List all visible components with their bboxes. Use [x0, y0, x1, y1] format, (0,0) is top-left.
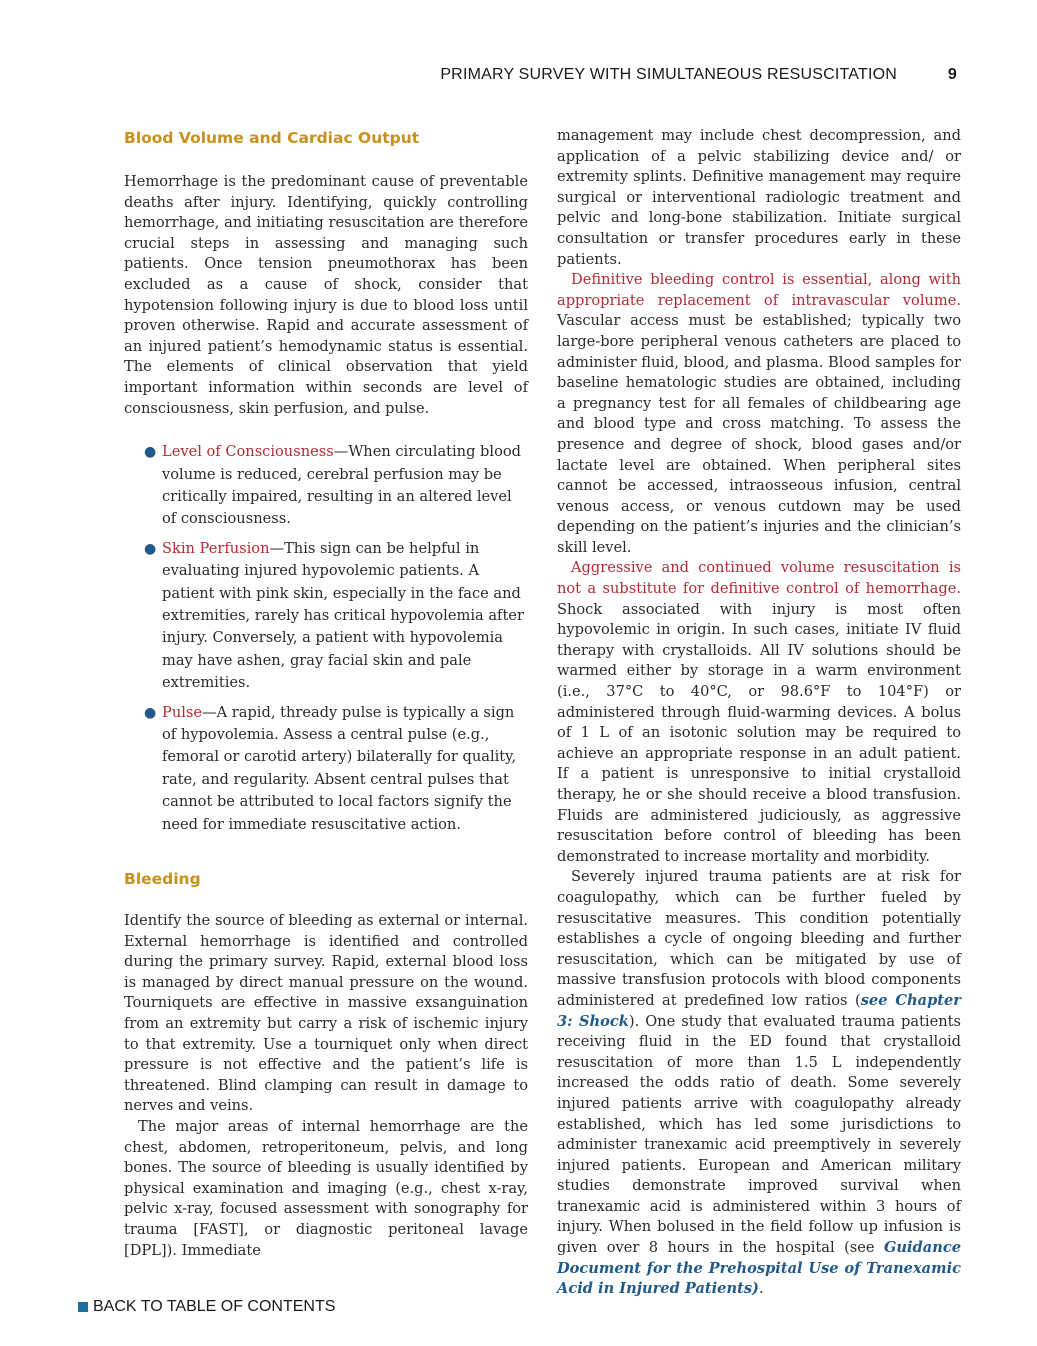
page-number: 9 [947, 66, 957, 83]
running-title: PRIMARY SURVEY WITH SIMULTANEOUS RESUSCITATION [440, 66, 897, 83]
bullet-skin-perfusion [144, 538, 528, 695]
bullet-text: —A rapid, thready pulse is typically a sign of hypovolemia. Assess a central pulse (e.g., femoral or carotid artery) bilaterally for quality, rate, and regularity. Absent central pulses that cannot be attributed to local factors signify the need for immediate resuscitative action. [162, 703, 517, 833]
paragraph-volume-resuscitation [557, 558, 961, 867]
paragraph-hemorrhage: Hemorrhage is the predominant cause of preventable deaths after injury. Identifying, quickly controlling hemorrhage, and initiating resuscitation are therefore crucial steps in assessing and managing such patients. Once tension pneumothorax has been excluded as a cause of shock, consider that hypotension following injury is due to blood loss until proven otherwise. Rapid and accurate assessment of an injured patient’s hemodynamic status is essential. The elements of clinical observation that yield important information within seconds are level of consciousness, skin perfusion, and pulse. [124, 173, 528, 417]
square-icon [78, 1302, 88, 1312]
bullet-term: Level of Consciousness [162, 443, 334, 461]
body-text: Shock associated with injury is most often hypovolemic in origin. In such cases, initiate IV fluid therapy with crystalloids. All IV solutions should be warmed either by storage in a warm environment (i.e., 37°C to 40°C, or 98.6°F to 104°F) or administered through fluid-warming devices. A bolus of 1 L of an isotonic solution may be required to achieve an appropriate response in an adult patient. If a patient is unresponsive to initial crystalloid therapy, he or she should receive a blood transfusion. Fluids are administered judiciously, as aggressive resuscitation before control of bleeding has been demonstrated to increase mortality and morbidity. [557, 600, 961, 865]
paragraph-coagulopathy [557, 867, 961, 1299]
guidance-document-link[interactable]: Guidance Document for the Prehospital Use of Tranexamic Acid in Injured Patients) [557, 1239, 961, 1298]
body-text: Vascular access must be established; typically two large-bore peripheral venous catheters are placed to administer fluid, blood, and plasma. Blood samples for baseline hematologic studies are obtained, including a pregnancy test for all females of childbearing age and blood type and cross matching. To assess the presence and degree of shock, blood gases and/or lactate level are obtained. When peripheral sites cannot be accessed, intraosseous infusion, central venous access, or venous cutdown may be used depending on the patient’s injuries and the clinician’s skill level. [557, 312, 961, 556]
chapter-shock-link[interactable]: see Chapter 3: Shock [557, 991, 961, 1030]
bullet-list [124, 441, 528, 836]
paragraph-bleeding-control [557, 270, 961, 558]
left-column [124, 126, 528, 1261]
bullet-dot-icon: ● [144, 540, 157, 557]
paragraph-internal-bleeding: The major areas of internal hemorrhage are the chest, abdomen, retroperitoneum, pelvis, and long bones. The source of bleeding is usually identified by physical examination and imaging (e.g., chest x-ray, pelvic x-ray, focused assessment with sonography for trauma [FAST], or diagnostic peritoneal lavage [DPL]). Immediate [124, 1117, 528, 1259]
bullet-text: —This sign can be helpful in evaluating injured hypovolemic patients. A patient with pink skin, especially in the face and extremities, rarely has critical hypovolemia after injury. Conversely, a patient with hypovolemia may have ashen, gray facial skin and pale extremities. [162, 539, 524, 692]
bullet-dot-icon: ● [144, 444, 157, 461]
body-text: Severely injured trauma patients are at risk for coagulopathy, which can be further fueled by resuscitative measures. This condition potentially establishes a cycle of ongoing bleeding and further resuscitation, which can be mitigated by use of massive transfusion protocols with blood components administered at predefined low ratios ( [557, 868, 961, 1009]
right-column [557, 126, 961, 1300]
highlight-text: Aggressive and continued volume resuscitation is not a substitute for definitive control of hemorrhage. [557, 559, 961, 598]
bullet-text: —When circulating blood volume is reduced, cerebral perfusion may be critically impaired, resulting in an altered level of consciousness. [162, 443, 521, 528]
body-text: ). One study that evaluated trauma patients receiving fluid in the ED found that crystalloid resuscitation of more than 1.5 L independently increased the odds ratio of death. Some severely injured patients arrive with coagulopathy already established, which has led some jurisdictions to administer tranexamic acid preemptively in severely injured patients. European and American military studies demonstrate improved survival when tranexamic acid is administered within 3 hours of injury. When bolused in the field follow up infusion is given over 8 hours in the hospital (see [557, 1012, 961, 1257]
running-head [120, 66, 965, 86]
paragraph-external-bleeding: Identify the source of bleeding as external or internal. External hemorrhage is identified and controlled during the primary survey. Rapid, external blood loss is managed by direct manual pressure on the wound. Tourniquets are effective in massive exsanguination from an extremity but carry a risk of ischemic injury to that extremity. Use a tourniquet only when direct pressure is not effective and the patient’s life is threatened. Blind clamping can result in damage to nerves and veins. [124, 912, 528, 1115]
heading-bleeding: Bleeding [124, 870, 201, 889]
bullet-dot-icon: ● [144, 704, 157, 721]
back-to-toc-link[interactable] [78, 1298, 335, 1316]
bullet-term: Pulse [162, 703, 203, 721]
bullet-pulse [144, 702, 528, 836]
paragraph-management: management may include chest decompression, and application of a pelvic stabilizing device and/ or extremity splints. Definitive management may require surgical or interventional radiologic treatment and pelvic and long-bone stabilization. Initiate surgical consultation or transfer procedures early in these patients. [557, 127, 961, 268]
heading-blood-volume: Blood Volume and Cardiac Output [124, 129, 420, 147]
body-text: . [758, 1280, 764, 1298]
bullet-term: Skin Perfusion [162, 539, 270, 557]
back-to-toc-label: BACK TO TABLE OF CONTENTS [93, 1298, 336, 1315]
bullet-level-of-consciousness [144, 441, 528, 531]
highlight-text: Definitive bleeding control is essential, along with appropriate replacement of intravascular volume. [557, 271, 961, 309]
